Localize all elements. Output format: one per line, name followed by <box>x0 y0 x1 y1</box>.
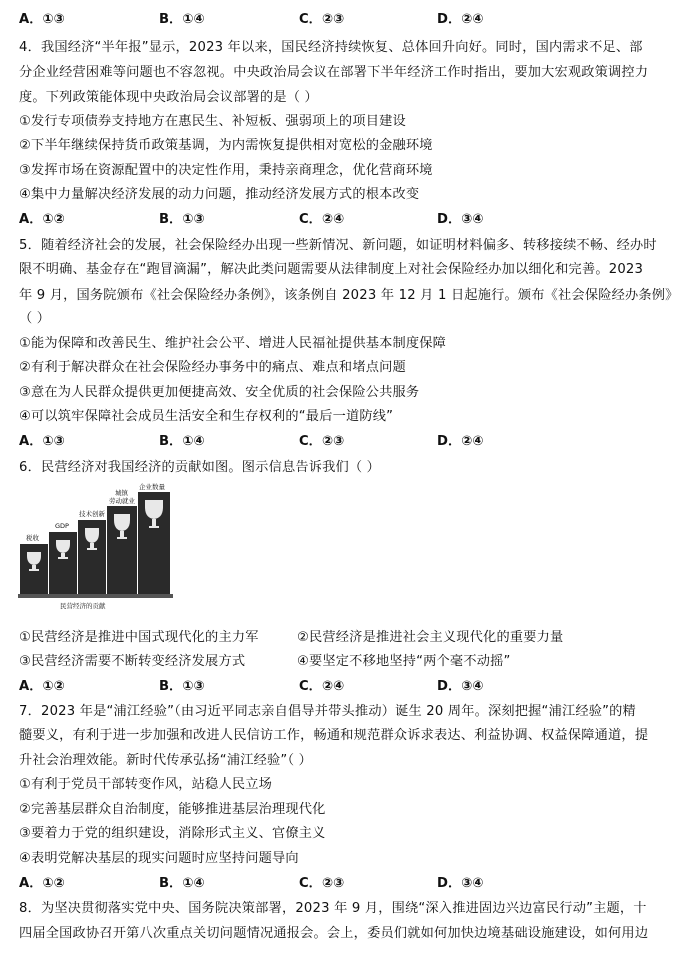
option-c: C．②④ <box>299 679 345 694</box>
q6-item: ②民营经济是推进社会主义现代化的重要力量 <box>297 630 564 645</box>
q5-item: ③意在为人民群众提供更加便捷高效、安全优质的社会保险公共服务 <box>19 385 420 400</box>
option-a: A．①② <box>19 876 65 891</box>
q7-item: ③要着力于党的组织建设，消除形式主义、官僚主义 <box>19 826 326 841</box>
figure-label-innovation: 技术创新 <box>79 510 105 518</box>
option-b: B．①③ <box>159 212 205 227</box>
option-b: B．①③ <box>159 679 205 694</box>
option-d: D．③④ <box>437 876 484 891</box>
q7-item: ②完善基层群众自治制度，能够推进基层治理现代化 <box>19 802 326 817</box>
option-b: B．①④ <box>159 434 205 449</box>
option-d: D．③④ <box>437 679 484 694</box>
contribution-figure <box>18 482 178 612</box>
q5-item: ②有利于解决群众在社会保险经办事务中的痛点、难点和堵点问题 <box>19 360 406 375</box>
q6-stem: 6．民营经济对我国经济的贡献如图。图示信息告诉我们（ ） <box>19 460 381 475</box>
q4-options <box>19 208 679 226</box>
option-a: A．①③ <box>19 12 65 27</box>
figure-caption: 民营经济的贡献 <box>60 602 106 610</box>
option-c: C．②③ <box>299 12 345 27</box>
q5-stem-line: 限不明确、基金存在“跑冒滴漏”，解决此类问题需要从法律制度上对社会保险经办加以细化和完善。2023 <box>19 262 644 277</box>
figure-label-gdp: GDP <box>55 522 69 530</box>
q4-stem-line: 4．我国经济“半年报”显示，2023 年以来，国民经济持续恢复、总体回升向好。同时，国内需求不足、部 <box>19 40 643 55</box>
option-b: B．①④ <box>159 876 205 891</box>
q5-item: ①能为保障和改善民生、维护社会公平、增进人民福祉提供基本制度保障 <box>19 336 447 351</box>
option-c: C．②③ <box>299 876 345 891</box>
option-a: A．①③ <box>19 434 65 449</box>
q4-stem-line: 分企业经营困难等问题也不容忽视。中央政治局会议在部署下半年经济工作时指出，要加大宏观政策调控力 <box>19 65 649 80</box>
figure-label-tax: 税收 <box>26 534 39 542</box>
q7-stem-line: 升社会治理效能。新时代传承弘扬“浦江经验”（ ） <box>19 753 312 768</box>
option-a: A．①② <box>19 212 65 227</box>
q5-stem-line: 5．随着经济社会的发展，社会保险经办出现一些新情况、新问题，如证明材料偏多、转移接续不畅、经办时 <box>19 238 657 253</box>
q6-items-row2 <box>19 650 679 668</box>
q8-stem-line: 8．为坚决贯彻落实党中央、国务院决策部署，2023 年 9 月，围绕“深入推进固边兴边富民行动”主题，十 <box>19 901 647 916</box>
figure-label-urban: 城镇 <box>115 489 128 497</box>
q4-item: ④集中力量解决经济发展的动力问题，推动经济发展方式的根本改变 <box>19 187 420 202</box>
q7-options <box>19 872 679 890</box>
q7-item: ①有利于党员干部转变作风，站稳人民立场 <box>19 777 272 792</box>
q4-item: ③发挥市场在资源配置中的决定性作用，秉持亲商理念，优化营商环境 <box>19 163 433 178</box>
q6-item: ④要坚定不移地坚持“两个毫不动摇” <box>297 654 511 669</box>
q4-item: ②下半年继续保持货币政策基调，为内需恢复提供相对宽松的金融环境 <box>19 138 433 153</box>
q7-stem-line: 髓要义，有利于进一步加强和改进人民信访工作，畅通和规范群众诉求表达、利益协调、权益保障通道，提 <box>19 728 649 743</box>
q5-stem-line: （ ） <box>19 311 51 326</box>
q6-item: ③民营经济需要不断转变经济发展方式 <box>19 654 246 669</box>
q5-options <box>19 430 679 448</box>
q5-item: ④可以筑牢保障社会成员生活安全和生存权利的“最后一道防线” <box>19 409 394 424</box>
option-d: D．②④ <box>437 12 484 27</box>
q4-stem-line: 度。下列政策能体现中央政治局会议部署的是（ ） <box>19 90 318 105</box>
figure-label-enterprises: 企业数量 <box>139 483 165 491</box>
option-a: A．①② <box>19 679 65 694</box>
figure-label-employment: 劳动就业 <box>109 497 135 505</box>
option-d: D．②④ <box>437 434 484 449</box>
q6-options <box>19 675 679 693</box>
q3-options <box>19 8 679 26</box>
q4-item: ①发行专项债券支持地方在惠民生、补短板、强弱项上的项目建设 <box>19 114 406 129</box>
option-d: D．③④ <box>437 212 484 227</box>
option-b: B．①④ <box>159 12 205 27</box>
q6-items-row1 <box>19 626 679 644</box>
q5-stem-line: 年 9 月，国务院颁布《社会保险经办条例》，该条例自 2023 年 12 月 1 日起施行。颁布《社会保险经办条例》 <box>19 288 679 303</box>
option-c: C．②④ <box>299 212 345 227</box>
q6-item: ①民营经济是推进中国式现代化的主力军 <box>19 630 259 645</box>
q7-item: ④表明党解决基层的现实问题时应坚持问题导向 <box>19 851 299 866</box>
q8-stem-line: 四届全国政协召开第八次重点关切问题情况通报会。会上，委员们就如何加快边境基础设施建设，如何用边 <box>19 926 649 941</box>
q7-stem-line: 7．2023 年是“浦江经验”（由习近平同志亲自倡导并带头推动）诞生 20 周年。深刻把握“浦江经验”的精 <box>19 704 636 719</box>
option-c: C．②③ <box>299 434 345 449</box>
